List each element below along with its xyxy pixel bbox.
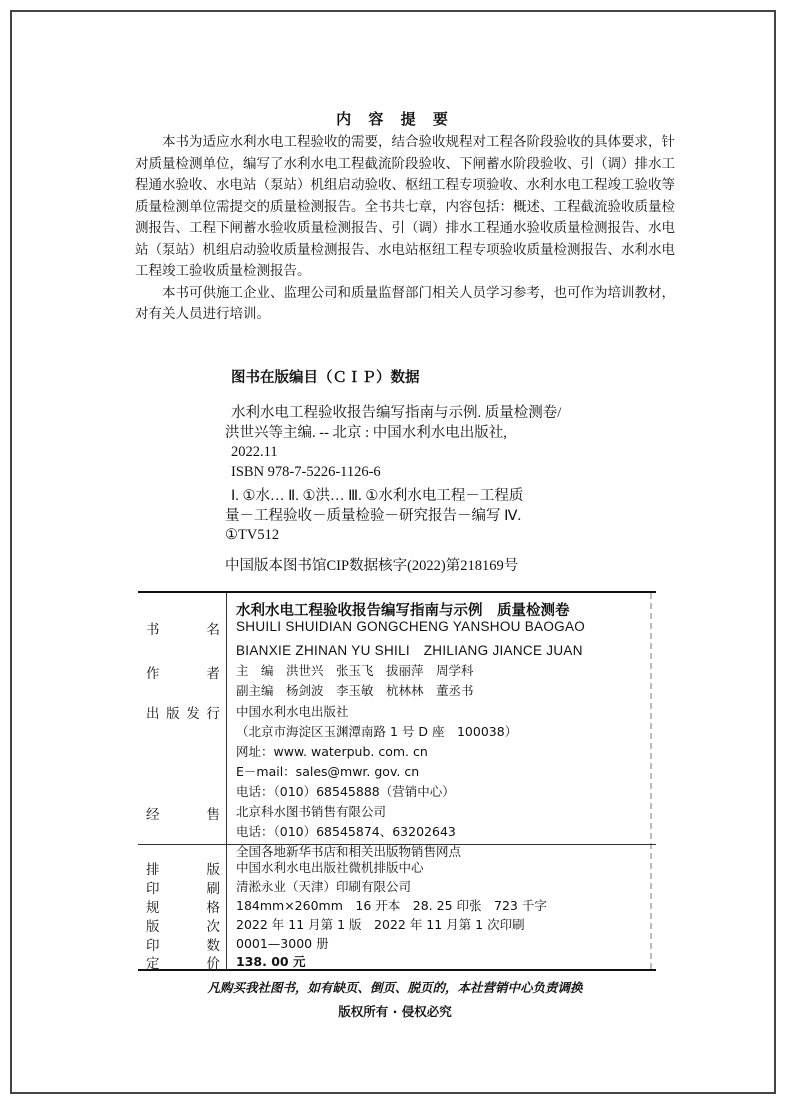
table-divider — [226, 593, 227, 969]
spec-label: 规 格 — [146, 900, 220, 916]
cip-line: ISBN 978-7-5226-1126-6 — [231, 463, 381, 480]
cip-classification — [225, 487, 625, 546]
publisher-address: （北京市海淀区玉渊潭南路 1 号 D 座 100038） — [236, 724, 518, 739]
printer: 清淞永业（天津）印刷有限公司 — [236, 879, 412, 894]
distributor-phone: 电话：（010）68545874、63202643 — [236, 824, 456, 839]
chief-editors: 主 编 洪世兴 张玉飞 拔丽萍 周学科 — [236, 663, 474, 678]
typeset-label: 排 版 — [146, 862, 220, 878]
publisher: 中国水利水电出版社 — [236, 704, 349, 719]
cip-line: Ⅰ. ①水… Ⅱ. ①洪… Ⅲ. ①水利水电工程－工程质 — [231, 488, 524, 504]
author-label: 作 者 — [146, 666, 220, 682]
book-title: 水利水电工程验收报告编写指南与示例 质量检测卷 — [236, 603, 570, 619]
deputy-editors: 副主编 杨剑波 李玉敏 杭林林 董丞书 — [236, 683, 474, 698]
publisher-phone: 电话：（010）68545888（营销中心） — [236, 784, 455, 799]
summary-paragraph: 本书为适应水利水电工程验收的需要，结合验收规程对工程各阶段验收的具体要求，针对质量检测单位，编写了水利水电工程截流阶段验收、下闸蓄水阶段验收、引（调）排水工程通水验收、水电站（泵站）机组启动验收、枢纽工程专项验收、水利水电工程竣工验收等质量检测单位需提交的质量检测报告。全书共七章，内容包括：概述、工程截流验收质量检测报告、工程下闸蓄水验收质量检测报告、引（调）排水工程通水验收质量检测报告、水电站（泵站）机组启动验收质量检测报告、水电站枢纽工程专项验收质量检测报告、水利水电工程竣工验收质量检测报告。 — [135, 134, 675, 279]
distributor: 北京科水图书销售有限公司 — [236, 804, 387, 819]
summary-title: 内 容 提 要 — [336, 110, 454, 128]
replacement-notice: 凡购买我社图书，如有缺页、倒页、脱页的，本社营销中心负责调换 — [207, 980, 583, 995]
table-edge — [650, 593, 652, 969]
spec: 184mm×260mm 16 开本 28. 25 印张 723 千字 — [236, 898, 547, 913]
sales-outlets: 全国各地新华书店和相关出版物销售网点 — [236, 844, 462, 859]
copyright-notice: 版权所有 · 侵权必究 — [338, 1004, 452, 1019]
cip-data-number: 中国版本图书馆CIP数据核字(2022)第218169号 — [225, 558, 519, 574]
edition: 2022 年 11 月第 1 版 2022 年 11 月第 1 次印刷 — [236, 917, 525, 932]
cip-line: 2022.11 — [231, 444, 278, 460]
typeset: 中国水利水电出版社微机排版中心 — [236, 860, 424, 875]
print-label: 印 刷 — [146, 881, 220, 897]
price-label: 定 价 — [146, 956, 220, 972]
cip-title: 图书在版编目（ＣＩＰ）数据 — [231, 370, 420, 386]
publisher-website: 网址：www. waterpub. com. cn — [236, 744, 428, 759]
book-title-pinyin: BIANXIE ZHINAN YU SHILI ZHILIANG JIANCE JUAN — [236, 643, 583, 658]
publisher-label: 出版发行 — [146, 706, 220, 722]
book-info-table — [138, 591, 656, 971]
publisher-email: E－mail：sales@mwr. gov. cn — [236, 764, 420, 779]
cip-line: 量－工程验收－质量检验－研究报告－编写 Ⅳ. — [225, 507, 522, 524]
copies: 0001—3000 册 — [236, 936, 329, 951]
cip-record — [225, 404, 625, 482]
book-title-label: 书 名 — [146, 622, 220, 638]
cip-line: 水利水电工程验收报告编写指南与示例. 质量检测卷/ — [231, 405, 562, 421]
price: 138. 00 元 — [236, 954, 306, 969]
summary-text — [135, 132, 675, 326]
book-title-pinyin: SHUILI SHUIDIAN GONGCHENG YANSHOU BAOGAO — [236, 619, 586, 634]
copies-label: 印 数 — [146, 938, 220, 954]
cip-line: 洪世兴等主编. -- 北京 : 中国水利水电出版社, — [225, 424, 507, 441]
summary-paragraph: 本书可供施工企业、监理公司和质量监督部门相关人员学习参考，也可作为培训教材，对有关人员进行培训。 — [135, 284, 675, 322]
edition-label: 版 次 — [146, 919, 220, 935]
cip-line: ①TV512 — [225, 527, 280, 543]
distributor-label: 经 售 — [146, 807, 220, 823]
